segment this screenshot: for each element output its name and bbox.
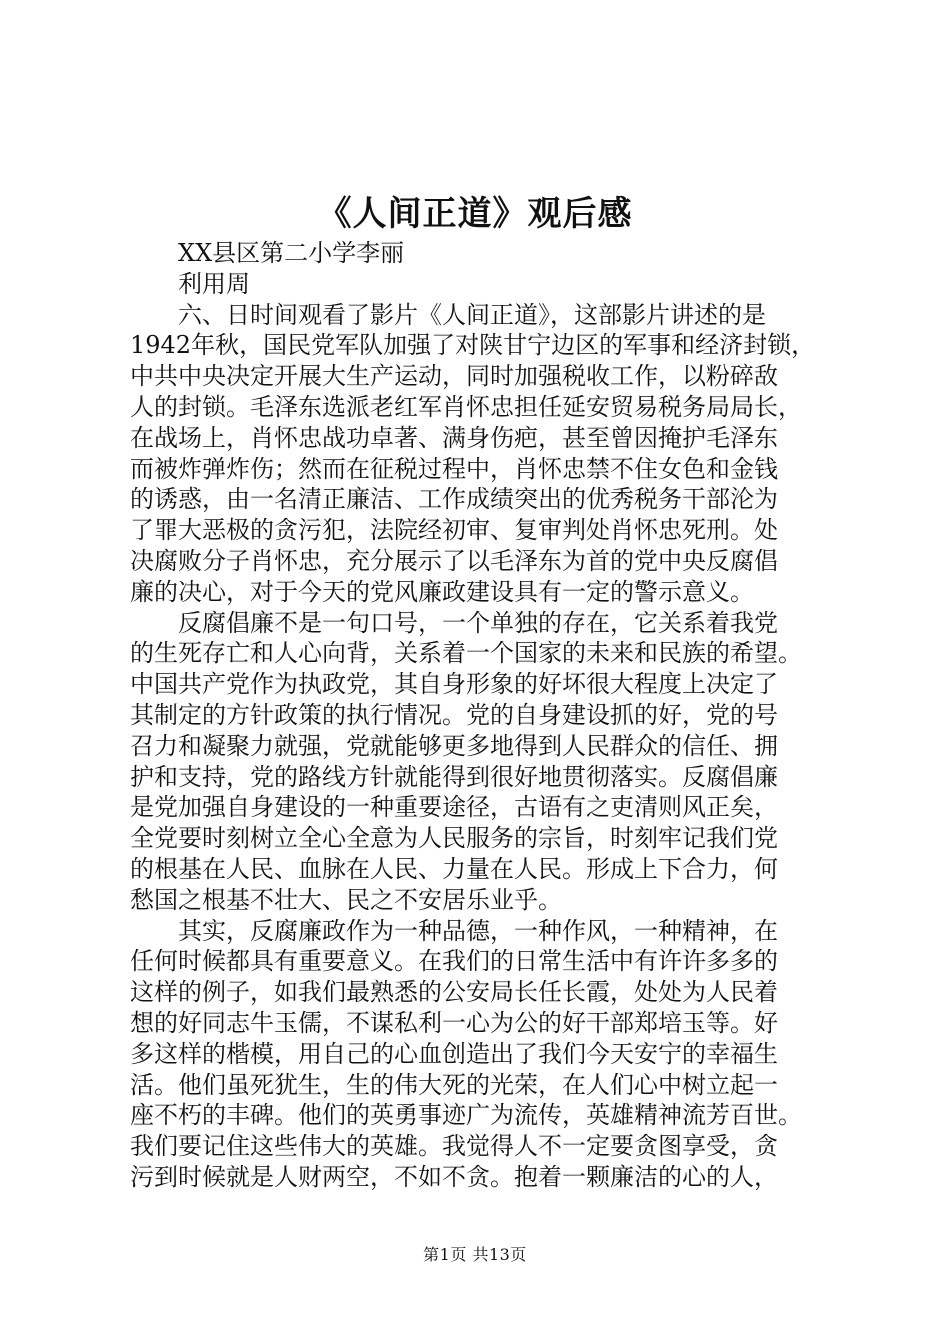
text-line: 1942年秋，国民党军队加强了对陕甘宁边区的军事和经济封锁， (130, 331, 816, 360)
text-line: 了罪大恶极的贪污犯，法院经初审、复审判处肖怀忠死刑。处 (130, 516, 778, 545)
text-line: 是党加强自身建设的一种重要途径，古语有之吏清则风正矣， (130, 793, 778, 822)
text-line: 的生死存亡和人心向背，关系着一个国家的未来和民族的希望。 (130, 639, 802, 668)
text-line: 六、日时间观看了影片《人间正道》，这部影片讲述的是 (130, 300, 766, 329)
text-line: 我们要记住这些伟大的英雄。我觉得人不一定要贪图享受，贪 (130, 1132, 778, 1161)
text-line: 污到时候就是人财两空，不如不贪。抱着一颗廉洁的心的人， (130, 1162, 778, 1191)
text-line: 想的好同志牛玉儒，不谋私利一心为公的好干部郑培玉等。好 (130, 1008, 778, 1037)
text-line: 这样的例子，如我们最熟悉的公安局长任长霞，处处为人民着 (130, 978, 778, 1007)
document-body (130, 238, 830, 1193)
text-line: 廉的决心，对于今天的党风廉政建设具有一定的警示意义。 (130, 577, 754, 606)
text-line: 多这样的楷模，用自己的心血创造出了我们今天安宁的幸福生 (130, 1039, 778, 1068)
text-line: 中国共产党作为执政党，其自身形象的好坏很大程度上决定了 (130, 670, 778, 699)
text-line: 其制定的方针政策的执行情况。党的自身建设抓的好，党的号 (130, 700, 778, 729)
text-line: 在战场上，肖怀忠战功卓著、满身伤疤，甚至曾因掩护毛泽东 (130, 423, 778, 452)
author-line: XX县区第二小学李丽 (178, 239, 405, 267)
text-line: 反腐倡廉不是一句口号，一个单独的存在，它关系着我党 (130, 608, 778, 637)
text-line: 的诱惑，由一名清正廉洁、工作成绩突出的优秀税务干部沦为 (130, 485, 778, 514)
text-line: 座不朽的丰碑。他们的英勇事迹广为流传，英雄精神流芳百世。 (130, 1101, 802, 1130)
text-line: 活。他们虽死犹生，生的伟大死的光荣，在人们心中树立起一 (130, 1070, 778, 1099)
document-title: 《人间正道》观后感 (317, 194, 633, 234)
text-line: 护和支持，党的路线方针就能得到很好地贯彻落实。反腐倡廉 (130, 762, 778, 791)
text-line: 召力和凝聚力就强，党就能够更多地得到人民群众的信任、拥 (130, 731, 778, 760)
text-line: 利用周 (178, 269, 250, 298)
text-line: 决腐败分子肖怀忠，充分展示了以毛泽东为首的党中央反腐倡 (130, 546, 778, 575)
text-line: 任何时候都具有重要意义。在我们的日常生活中有许许多多的 (130, 947, 778, 976)
text-line: 人的封锁。毛泽东选派老红军肖怀忠担任延安贸易税务局局长， (130, 392, 802, 421)
page-number-footer: 第1页 共13页 (423, 1245, 527, 1264)
text-line: 愁国之根基不壮大、民之不安居乐业乎。 (130, 885, 562, 914)
text-line: 全党要时刻树立全心全意为人民服务的宗旨，时刻牢记我们党 (130, 824, 778, 853)
text-line: 其实，反腐廉政作为一种品德，一种作风，一种精神，在 (130, 916, 778, 945)
text-line: 中共中央决定开展大生产运动，同时加强税收工作，以粉碎敌 (130, 362, 778, 391)
text-line: 的根基在人民、血脉在人民、力量在人民。形成上下合力，何 (130, 854, 778, 883)
text-line: 而被炸弹炸伤；然而在征税过程中，肖怀忠禁不住女色和金钱 (130, 454, 778, 483)
